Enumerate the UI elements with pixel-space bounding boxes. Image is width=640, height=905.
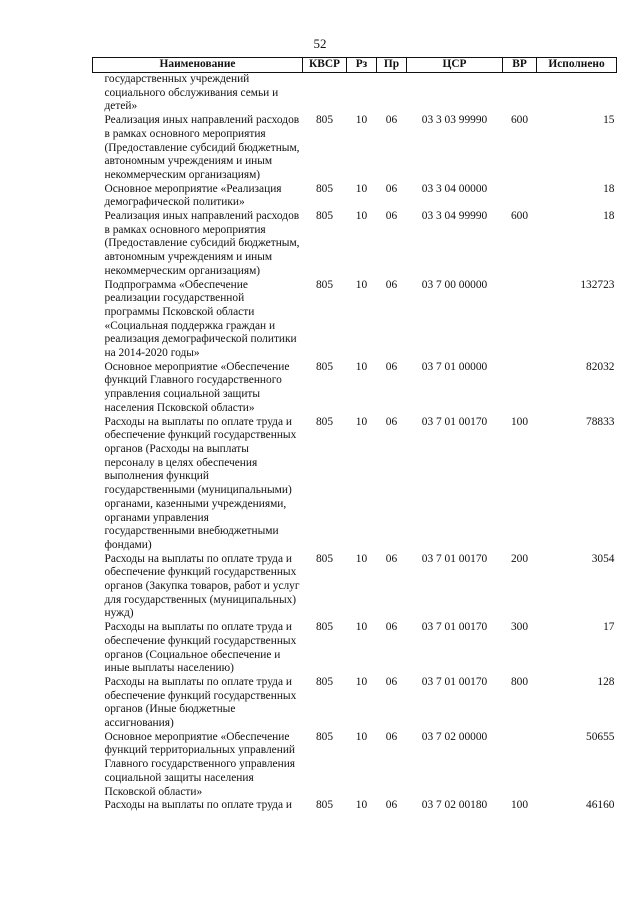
cell-amount: 128: [597, 675, 615, 688]
cell-kvsr: 805: [315, 799, 334, 812]
cell-pr: 06: [385, 730, 398, 743]
table-row: [93, 676, 617, 731]
cell-csr: 03 7 01 00170: [421, 675, 488, 688]
cell-vr: 600: [510, 210, 529, 223]
column-header-rz: Рз: [347, 58, 377, 73]
cell-amount: 132723: [580, 278, 615, 291]
cell-rz: 10: [355, 799, 368, 812]
cell-rz: 10: [355, 360, 368, 373]
cell-amount: 50655: [586, 730, 615, 743]
cell-pr: 06: [385, 278, 398, 291]
cell-kvsr: 805: [315, 730, 334, 743]
cell-csr: 03 7 02 00180: [421, 799, 488, 812]
cell-rz: 10: [355, 278, 368, 291]
cell-vr: [503, 279, 537, 361]
cell-name: Подпрограмма «Обеспечение реализации государственной программы Псковской области «Социальная поддержка граждан и реализация демографической политики на 2014-2020 годы»: [104, 278, 297, 360]
budget-table: [92, 57, 617, 813]
cell-kvsr: 805: [315, 278, 334, 291]
cell-kvsr: 805: [315, 415, 334, 428]
cell-name: Основное мероприятие «Обеспечение функций Главного государственного управления социальной защиты населения Псковской области»: [104, 360, 290, 414]
cell-pr: 06: [385, 621, 398, 634]
cell-kvsr: 805: [315, 360, 334, 373]
table-header-row: [93, 58, 617, 73]
cell-vr: 200: [510, 552, 529, 565]
cell-csr: 03 7 01 00000: [421, 360, 488, 373]
table-row: [93, 183, 617, 210]
table-row: [93, 416, 617, 553]
cell-rz: 10: [355, 730, 368, 743]
table-body: [93, 73, 617, 813]
cell-name: Реализация иных направлений расходов в рамках основного мероприятия (Предоставление субсидий бюджетным, автономным учреждениям и иным некоммерческим организациям): [104, 114, 300, 181]
cell-vr: 100: [510, 415, 529, 428]
cell-kvsr: 805: [315, 621, 334, 634]
cell-name: Основное мероприятие «Обеспечение функций территориальных управлений Главного государственного управления социальной защиты населения Псковской области»: [104, 730, 296, 798]
cell-kvsr: 805: [315, 675, 334, 688]
cell-amount: 3054: [591, 552, 615, 565]
column-header-amount: Исполнено: [537, 58, 617, 73]
table-row: [93, 114, 617, 183]
table-row: [93, 73, 617, 115]
table-row: [93, 210, 617, 279]
cell-rz: 10: [355, 415, 368, 428]
cell-name: Расходы на выплаты по оплате труда и обеспечение функций государственных органов (Закупка товаров, работ и услуг для государственных (муниципальных) нужд): [104, 552, 300, 620]
cell-kvsr: 805: [315, 552, 334, 565]
cell-name: Основное мероприятие «Реализация демографической политики»: [104, 182, 282, 209]
cell-name: Расходы на выплаты по оплате труда и обеспечение функций государственных органов (Расходы на выплаты персоналу в целях обеспечения выполнения функций государственными (муниципальными) органами, казенными учреждениями, органами управления государственными внебюджетными фондами): [104, 415, 297, 551]
cell-amount: 46160: [586, 799, 615, 812]
cell-csr: 03 7 01 00170: [421, 552, 488, 565]
cell-csr: 03 7 01 00170: [421, 621, 488, 634]
cell-vr: 800: [510, 675, 529, 688]
cell-amount: 82032: [586, 360, 615, 373]
cell-amount: 17: [603, 621, 615, 634]
cell-csr: 03 3 04 99990: [421, 210, 488, 223]
cell-vr: [503, 361, 537, 416]
cell-name: Реализация иных направлений расходов в рамках основного мероприятия (Предоставление субсидий бюджетным, автономным учреждениям и иным некоммерческим организациям): [104, 210, 300, 277]
cell-rz: 10: [355, 552, 368, 565]
cell-csr: 03 3 03 99990: [421, 114, 488, 127]
cell-kvsr: 805: [315, 114, 334, 127]
column-header-name: Наименование: [93, 58, 303, 73]
cell-amount: 18: [603, 210, 615, 223]
cell-rz: 10: [355, 621, 368, 634]
cell-rz: 10: [355, 114, 368, 127]
cell-vr: 300: [510, 621, 529, 634]
cell-amount: 78833: [586, 415, 615, 428]
cell-vr: [503, 731, 537, 800]
cell-pr: 06: [385, 114, 398, 127]
cell-vr: [503, 73, 537, 115]
cell-amount: [537, 73, 617, 115]
cell-pr: 06: [385, 360, 398, 373]
cell-name: Расходы на выплаты по оплате труда и: [104, 799, 292, 812]
column-header-kvsr: КВСР: [303, 58, 347, 73]
cell-rz: 10: [355, 182, 368, 195]
cell-rz: 10: [355, 675, 368, 688]
cell-csr: [407, 73, 503, 115]
column-header-vr: ВР: [503, 58, 537, 73]
cell-pr: 06: [385, 552, 398, 565]
column-header-pr: Пр: [377, 58, 407, 73]
table-row: [93, 361, 617, 416]
cell-pr: 06: [385, 415, 398, 428]
table-row: [93, 553, 617, 622]
cell-vr: [503, 183, 537, 210]
cell-csr: 03 3 04 00000: [421, 182, 488, 195]
table-row: [93, 731, 617, 800]
cell-pr: 06: [385, 182, 398, 195]
cell-pr: [377, 73, 407, 115]
column-header-csr: ЦСР: [407, 58, 503, 73]
cell-name: Расходы на выплаты по оплате труда и обеспечение функций государственных органов (Иные бюджетные ассигнования): [104, 675, 297, 730]
cell-amount: 18: [603, 182, 615, 195]
cell-rz: [347, 73, 377, 115]
cell-csr: 03 7 00 00000: [421, 278, 488, 291]
cell-pr: 06: [385, 799, 398, 812]
cell-kvsr: [303, 73, 347, 115]
cell-kvsr: 805: [315, 182, 334, 195]
cell-pr: 06: [385, 675, 398, 688]
cell-rz: 10: [355, 210, 368, 223]
page-number: 52: [313, 36, 327, 51]
cell-csr: 03 7 01 00170: [421, 415, 488, 428]
table-row: [93, 621, 617, 676]
table-row: [93, 279, 617, 361]
cell-pr: 06: [385, 210, 398, 223]
table-row: [93, 799, 617, 813]
cell-vr: 600: [510, 114, 529, 127]
cell-kvsr: 805: [315, 210, 334, 223]
cell-name: государственных учреждений социального обслуживания семьи и детей»: [104, 73, 279, 113]
cell-amount: 15: [603, 114, 615, 127]
cell-name: Расходы на выплаты по оплате труда и обеспечение функций государственных органов (Социальное обеспечение и иные выплаты населению): [104, 621, 297, 675]
cell-csr: 03 7 02 00000: [421, 730, 488, 743]
cell-vr: 100: [510, 799, 529, 812]
